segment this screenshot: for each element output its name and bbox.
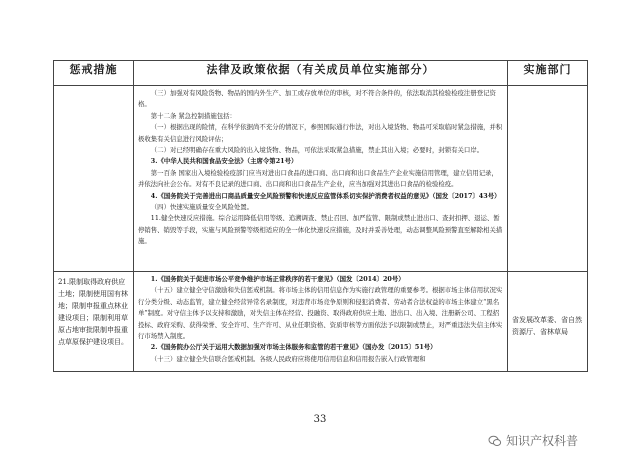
department-cell: 省发展改革委、省自然资源厅、省林草局 (508, 272, 588, 372)
basis-paragraph: （二）对已经明确存在重大风险的出入境货物、物品，可依法采取紧急措施，禁止其出入境；必要时，封锁有关口岸。 (150, 146, 484, 155)
basis-paragraph: （三）加强对有风险货物、物品的国内外生产、加工或存放单位的审核，对不符合条件的，依法取消其检验检疫注册登记资格。 (138, 89, 496, 109)
basis-paragraph: （十五）建立健全守信激励和失信惩戒机制。将市场主体的信用信息作为实施行政管理的重要参考。根据市场主体信用状况实行分类分级、动态监管，建立健全经营异常名录制度，对违背市场竞争原则和侵犯消费者、劳动者合法权益的市场主体建立“黑名单”制度。对守信主体予以支持和激励，对失信主体在经营、投融资、取得政府供应土地、进出口、出入境、注册新公司、工程招投标、政府采购、获得荣誉、安全许可、生产许可、从业任职资格、资质审核等方面依法予以限制或禁止，对严重违法失信主体实行市场禁入制度。 (138, 286, 503, 341)
basis-paragraph: 2.《国务院办公厅关于运用大数据加强对市场主体服务和监管的若干意见》（国办发〔2015〕51号） (150, 343, 437, 352)
watermark (488, 432, 578, 449)
basis-paragraph: 4.《国务院关于完善进出口商品质量安全风险预警和快速反应监管体系切实保护消费者权益的意见》（国发〔2017〕43号） (150, 191, 501, 200)
basis-paragraph: （十三）建立健全失信联合惩戒机制。各级人民政府应将使用信用信息和信用报告嵌入行政管理和 (150, 354, 426, 363)
table-row-continued (54, 86, 588, 272)
basis-paragraph: 第一百条 国家出入境检验检疫部门应当对进出口食品的进口商、出口商和出口食品生产企业实施信用管理，建立信用记录，并依法向社会公布。对有不良记录的进口商、出口商和出口食品生产企业，应当加强对其进出口食品的检验检疫。 (138, 168, 498, 189)
header-legal-basis: 法律及政策依据（有关成员单位实施部分） (134, 61, 508, 86)
header-department: 实施部门 (508, 61, 588, 86)
legal-basis-cell (134, 86, 508, 272)
watermark-text: 知识产权科普 (506, 434, 579, 448)
header-measures: 惩戒措施 (54, 61, 134, 86)
measure-cell-empty (54, 86, 134, 272)
basis-paragraph: 11.健全快速反应措施。综合运用降低信用等级、追溯调查、禁止召回、加严监管、限制或禁止进出口、查封扣押、退运、暂停销售、销毁等手段，实施与风险预警等级相适应的全一体化快速反应措施，及时并妥善处理，动态调整风险预警直至解除相关措施。 (138, 214, 503, 246)
policy-table (53, 60, 588, 372)
basis-paragraph: 3.《中华人民共和国食品安全法》（主席令第21号） (150, 157, 298, 166)
table-row-21 (54, 272, 588, 372)
legal-basis-cell (134, 272, 508, 372)
measure-cell: 21.限制取得政府供应土地；限制使用国有林地；限制申报重点林业建设项目；限制利用草原占地审批限制申报重点草原保护建设项目。 (54, 272, 134, 372)
department-cell-empty (508, 86, 588, 272)
basis-paragraph: （一）根据出现的险情，在科学依据尚不充分的情况下，参照国际通行作法，对出入境货物、物品可采取临时紧急措施，并积极收集有关信息进行风险评估； (138, 123, 503, 143)
basis-paragraph: 1.《国务院关于促进市场公平竞争维护市场正常秩序的若干意见》（国发〔2014〕20号） (150, 275, 405, 283)
basis-paragraph: （四）快速实施质量安全风险处置。 (150, 203, 254, 212)
basis-paragraph: 第十二条 紧急控制措施包括： (150, 111, 236, 120)
table-header-row (54, 61, 588, 86)
page-number: 33 (313, 414, 327, 425)
wechat-icon (488, 434, 502, 448)
